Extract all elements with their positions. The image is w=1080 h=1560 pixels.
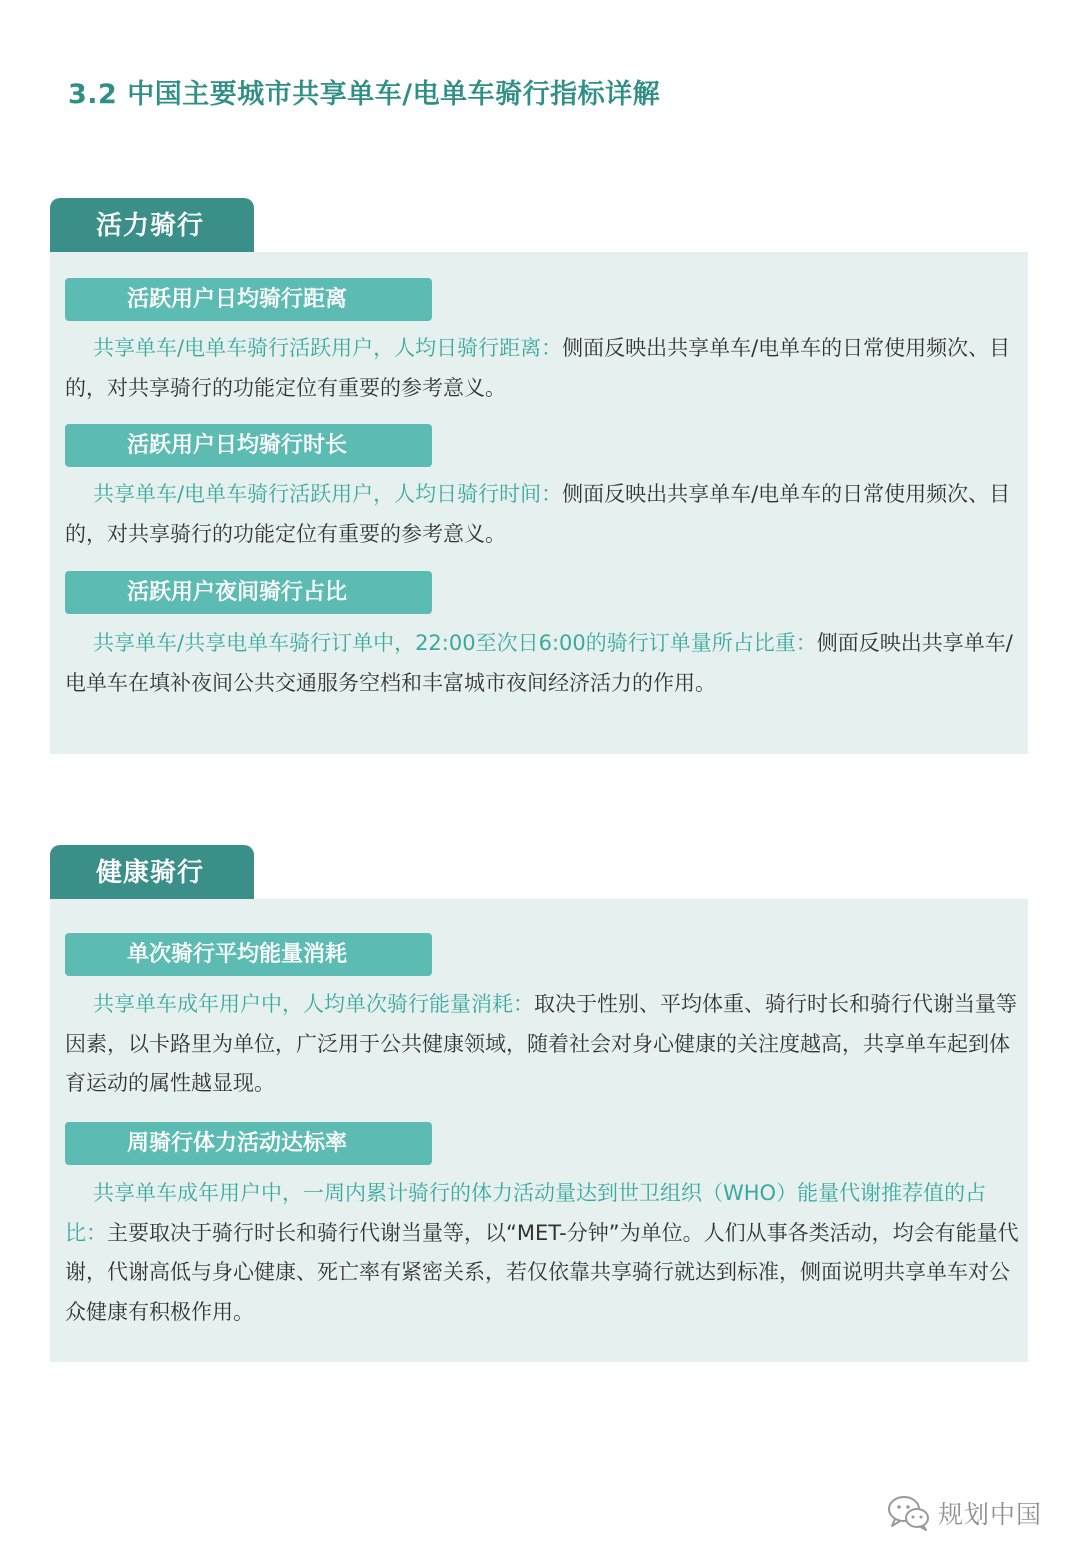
- metric-explanation: 主要取决于骑行时长和骑行代谢当量等，以“MET-分钟”为单位。人们从事各类活动，均会有能量代谢，代谢高低与身心健康、死亡率有紧密关系，若仅依靠共享骑行就达到标准，侧面说明共享单车对公众健康有积极作用。: [65, 1220, 1019, 1324]
- metric-label: 活跃用户日均骑行距离: [65, 278, 432, 321]
- watermark-text: 规划中国: [938, 1500, 1043, 1529]
- section-tab-vitality: 活力骑行: [50, 198, 254, 254]
- metric-definition: 共享单车成年用户中，一周内累计骑行的体力活动量达到世卫组织（WHO）能量代谢推荐值的占比：: [65, 1181, 987, 1245]
- metric-explanation: 取决于性别、平均体重、骑行时长和骑行代谢当量等因素，以卡路里为单位，广泛用于公共健康领域，随着社会对身心健康的关注度越高，共享单车起到体育运动的属性越显现。: [65, 992, 1017, 1095]
- metric-explanation: 侧面反映出共享单车/电单车的日常使用频次、目的，对共享骑行的功能定位有重要的参考意义。: [65, 482, 1011, 546]
- metric-description: [65, 1174, 1020, 1332]
- metric-description: [65, 985, 1020, 1104]
- metric-definition: 共享单车成年用户中，人均单次骑行能量消耗：: [93, 992, 534, 1016]
- metric-description: [65, 624, 1020, 703]
- metric-description: [65, 329, 1020, 408]
- metric-definition: 共享单车/共享电单车骑行订单中，22:00至次日6:00的骑行订单量所占比重：: [93, 631, 817, 655]
- metric-definition: 共享单车/电单车骑行活跃用户，人均日骑行距离：: [93, 336, 563, 360]
- metric-explanation: 侧面反映出共享单车/电单车在填补夜间公共交通服务空档和丰富城市夜间经济活力的作用。: [65, 631, 1013, 695]
- metric-label: 活跃用户夜间骑行占比: [65, 571, 432, 614]
- watermark: [886, 1494, 1042, 1532]
- metric-label: 活跃用户日均骑行时长: [65, 424, 432, 467]
- metric-explanation: 侧面反映出共享单车/电单车的日常使用频次、目的，对共享骑行的功能定位有重要的参考意义。: [65, 336, 1011, 400]
- section-tab-health: 健康骑行: [50, 845, 254, 901]
- metric-description: [65, 475, 1020, 554]
- metric-label: 单次骑行平均能量消耗: [65, 933, 432, 976]
- metric-definition: 共享单车/电单车骑行活跃用户，人均日骑行时间：: [93, 482, 563, 506]
- metric-label: 周骑行体力活动达标率: [65, 1122, 432, 1165]
- wechat-icon: [886, 1494, 932, 1532]
- page-title: 3.2 中国主要城市共享单车/电单车骑行指标详解: [68, 79, 661, 110]
